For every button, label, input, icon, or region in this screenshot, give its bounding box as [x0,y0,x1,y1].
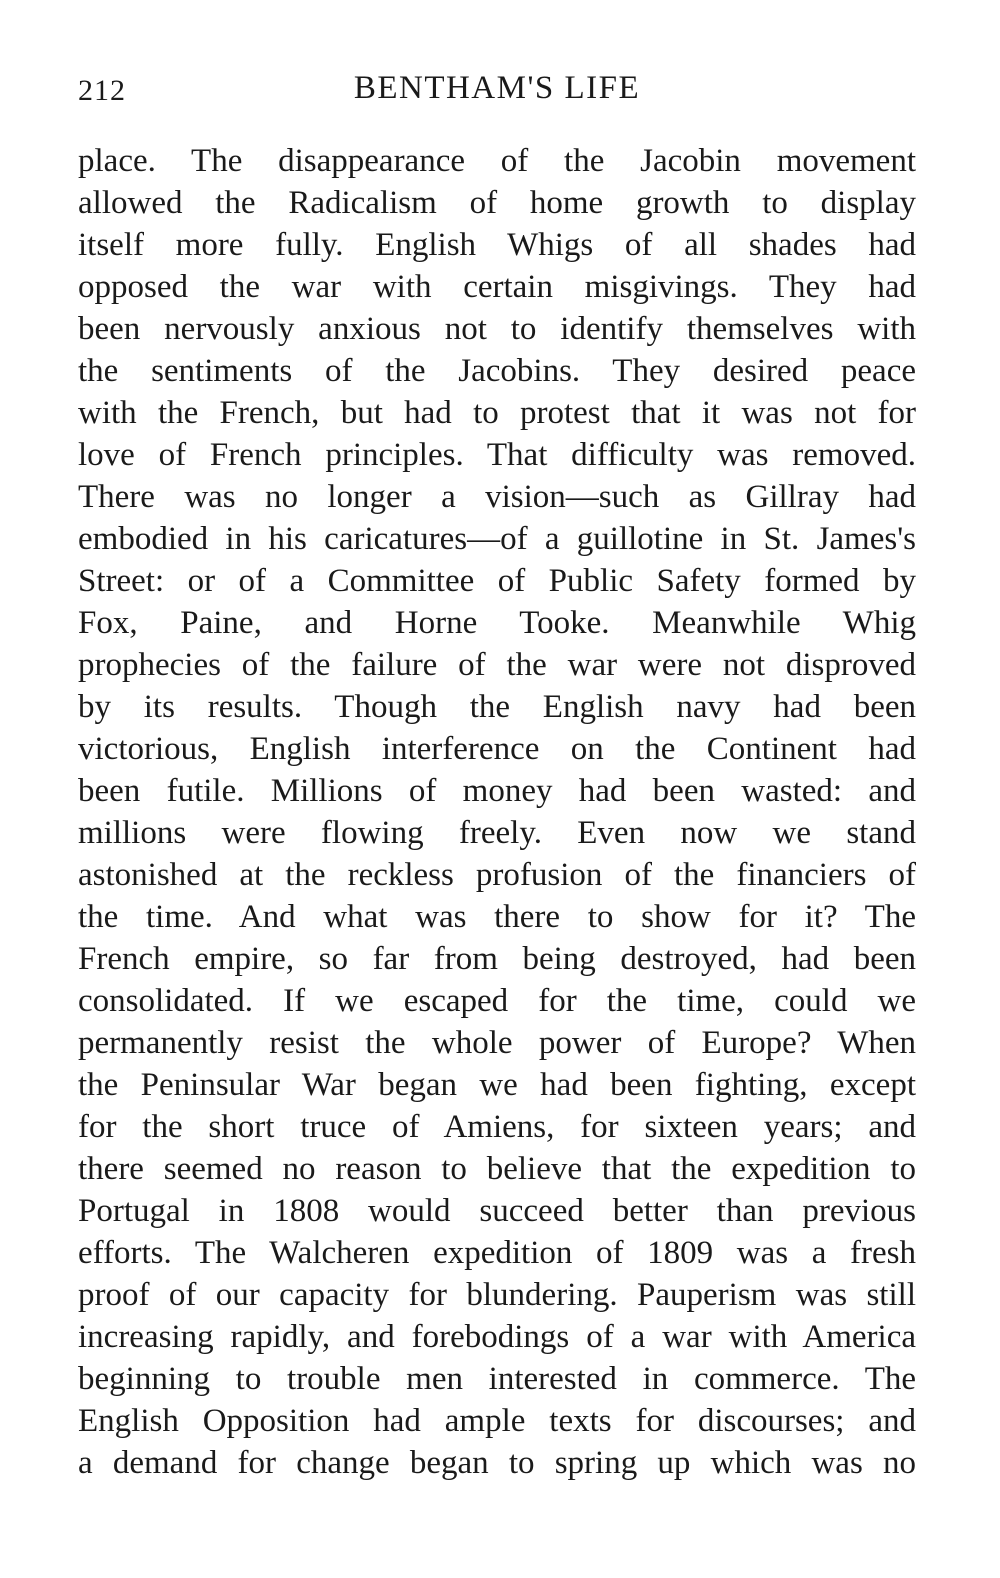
running-title: BENTHAM'S LIFE [353,70,641,106]
text-line: allowed the Radicalism of home growth to display [78,185,916,221]
text-line: the time. And what was there to show for it? The [78,899,916,935]
text-line: there seemed no reason to believe that the expedition to [78,1151,916,1187]
text-line: permanently resist the whole power of Europe? When [78,1025,916,1061]
text-line: Street: or of a Committee of Public Safety formed by [78,563,916,599]
text-line: been futile. Millions of money had been wasted: and [78,773,916,809]
text-line: beginning to trouble men interested in commerce. The [78,1361,916,1397]
text-line: Portugal in 1808 would succeed better than previous [78,1193,916,1229]
text-line: place. The disappearance of the Jacobin movement [78,143,916,179]
text-line: the sentiments of the Jacobins. They desired peace [78,353,916,389]
page-number: 212 [78,74,126,107]
text-line: French empire, so far from being destroyed, had been [78,941,916,977]
text-line: a demand for change began to spring up which was no [78,1445,916,1481]
text-line: by its results. Though the English navy had been [78,689,916,725]
text-line: consolidated. If we escaped for the time, could we [78,983,916,1019]
text-line: itself more fully. English Whigs of all shades had [78,227,916,263]
text-line: for the short truce of Amiens, for sixteen years; and [78,1109,916,1145]
text-line: the Peninsular War began we had been fighting, except [78,1067,916,1103]
text-line: astonished at the reckless profusion of the financiers of [78,857,916,893]
text-line: There was no longer a vision—such as Gillray had [78,479,916,515]
text-line: embodied in his caricatures—of a guillotine in St. James's [78,521,916,557]
text-line: English Opposition had ample texts for discourses; and [78,1403,916,1439]
text-line: victorious, English interference on the Continent had [78,731,916,767]
text-line: been nervously anxious not to identify themselves with [78,311,916,347]
text-line: love of French principles. That difficulty was removed. [78,437,916,473]
text-line: Fox, Paine, and Horne Tooke. Meanwhile Whig [78,605,916,641]
text-line: efforts. The Walcheren expedition of 1809 was a fresh [78,1235,916,1271]
text-line: with the French, but had to protest that it was not for [78,395,916,431]
text-line: proof of our capacity for blundering. Pauperism was still [78,1277,916,1313]
text-line: prophecies of the failure of the war were not disproved [78,647,916,683]
body-text [78,140,916,1484]
text-line: millions were flowing freely. Even now we stand [78,815,916,851]
text-line: opposed the war with certain misgivings. They had [78,269,916,305]
running-head [78,70,916,114]
text-line: increasing rapidly, and forebodings of a war with America [78,1319,916,1355]
